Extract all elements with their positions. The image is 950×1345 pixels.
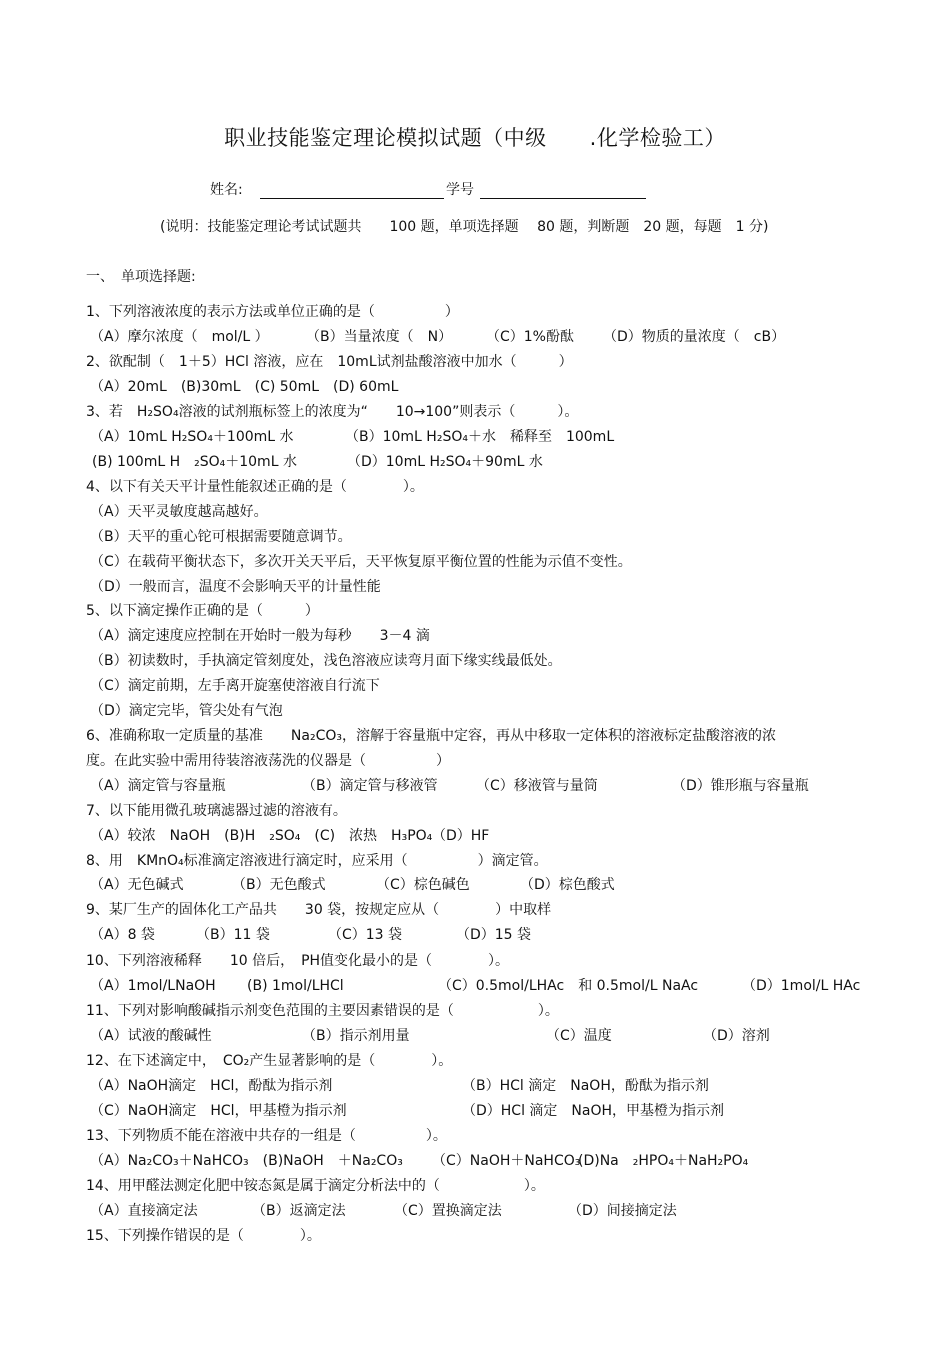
question-stem: 14、用甲醛法测定化肥中铵态氮是属于滴定分析法中的（ ）。 [86, 1178, 545, 1194]
option: （D）10mL H₂SO₄＋90mL 水 [347, 454, 543, 470]
option: （C）温度 [546, 1028, 612, 1044]
option: （D）滴定完毕，管尖处有气泡 [90, 703, 283, 719]
question-stem: 13、下列物质不能在溶液中共存的一组是（ ）。 [86, 1128, 447, 1144]
option: （A）20mL (B)30mL (C) 50mL (D) 60mL [90, 379, 399, 395]
instructions: (说明：技能鉴定理论考试试题共 100 题，单项选择题 80 题，判断题 20 题，每题 1 分) [160, 219, 769, 235]
student-id-label: 学号 [446, 182, 474, 198]
option: （D）HF [432, 828, 490, 844]
option: （D）间接摘定法 [568, 1203, 677, 1219]
option: （C）移液管与量筒 [476, 778, 598, 794]
name-blank [260, 198, 444, 199]
option: （C）滴定前期，左手离开旋塞使溶液自行流下 [90, 678, 380, 694]
option: （B）返滴定法 [252, 1203, 346, 1219]
option: （A）Na₂CO₃＋NaHCO₃ (B)NaOH ＋Na₂CO₃ [90, 1153, 403, 1169]
option: （A）8 袋 [90, 927, 155, 943]
option: （B）指示剂用量 [302, 1028, 410, 1044]
question-stem: 7、以下能用微孔玻璃滤器过滤的溶液有。 [86, 803, 347, 819]
question-stem: 2、欲配制（ 1＋5）HCl 溶液，应在 10mL试剂盐酸溶液中加水（ ） [86, 354, 573, 370]
question-stem: 15、下列操作错误的是（ ）。 [86, 1228, 321, 1244]
option: （C）棕色碱色 [376, 877, 470, 893]
section-heading: 一、 单项选择题: [86, 269, 196, 285]
question-stem: 3、若 H₂SO₄溶液的试剂瓶标签上的浓度为“ 10→100”则表示（ ）。 [86, 404, 579, 420]
question-stem: 6、准确称取一定质量的基准 Na₂CO₃，溶解于容量瓶中定容，再从中移取一定体积的溶液标定盐酸溶液的浓 [86, 728, 776, 744]
option: （B）天平的重心铊可根据需要随意调节。 [90, 529, 352, 545]
question-stem: 12、在下述滴定中， CO₂产生显著影响的是（ ）。 [86, 1053, 453, 1069]
option: （A）试液的酸碱性 [90, 1028, 212, 1044]
option: （A）天平灵敏度越高越好。 [90, 504, 268, 520]
option: (B) 1mol/LHCl [247, 978, 344, 994]
option: （B）HCl 滴定 NaOH，酚酞为指示剂 [462, 1078, 709, 1094]
option: （B）滴定管与移液管 [302, 778, 438, 794]
option: （C）置换滴定法 [394, 1203, 502, 1219]
option: （A）直接滴定法 [90, 1203, 198, 1219]
option: （D）1mol/L HAc [742, 978, 861, 994]
exam-title: 职业技能鉴定理论模拟试题（中级 .化学检验工） [224, 126, 726, 150]
question-stem: 11、下列对影响酸碱指示剂变色范围的主要因素错误的是（ ）。 [86, 1003, 559, 1019]
question-stem: 5、以下滴定操作正确的是（ ） [86, 603, 319, 619]
question-stem: 度。在此实验中需用待装溶液荡洗的仪器是（ ） [86, 753, 450, 769]
question-stem: 1、下列溶液浓度的表示方法或单位正确的是（ ） [86, 304, 459, 320]
student-id-blank [480, 198, 646, 199]
option: （A）NaOH滴定 HCl，酚酞为指示剂 [90, 1078, 333, 1094]
option: （C）在载荷平衡状态下，多次开关天平后，天平恢复原平衡位置的性能为示值不变性。 [90, 554, 632, 570]
option: （A）较浓 NaOH (B)H ₂SO₄ (C) 浓热 H₃PO₄ [90, 828, 433, 844]
option: （A）无色碱式 [90, 877, 184, 893]
option: （B）10mL H₂SO₄＋水 稀释至 100mL [345, 429, 615, 445]
option: （D）15 袋 [456, 927, 532, 943]
option: （C）NaOH＋NaHCO₃ [432, 1153, 581, 1169]
option: （B）11 袋 [196, 927, 270, 943]
option: （A）摩尔浓度（ mol/L ） [90, 329, 269, 345]
option: （D）一般而言，温度不会影响天平的计量性能 [90, 579, 381, 595]
option: （B）无色酸式 [232, 877, 326, 893]
option: （A）10mL H₂SO₄＋100mL 水 [90, 429, 294, 445]
option: （B）当量浓度（ N） [306, 329, 453, 345]
option: （D）锥形瓶与容量瓶 [672, 778, 809, 794]
question-stem: 8、用 KMnO₄标准滴定溶液进行滴定时，应采用（ ）滴定管。 [86, 853, 548, 869]
option: （C）1%酚酞 [486, 329, 574, 345]
option: （A）滴定速度应控制在开始时一般为每秒 3－4 滴 [90, 628, 430, 644]
option: （C）0.5mol/LHAc 和 0.5mol/L NaAc [438, 978, 699, 994]
option: （D）HCl 滴定 NaOH，甲基橙为指示剂 [462, 1103, 725, 1119]
option: （D）棕色酸式 [520, 877, 615, 893]
option: （C）13 袋 [328, 927, 403, 943]
option: （C）NaOH滴定 HCl，甲基橙为指示剂 [90, 1103, 347, 1119]
name-label: 姓名: [210, 182, 243, 198]
option: (B) 100mL H ₂SO₄＋10mL 水 [92, 454, 297, 470]
option: (D)Na ₂HPO₄＋NaH₂PO₄ [578, 1153, 749, 1169]
question-stem: 10、下列溶液稀释 10 倍后， PH值变化最小的是（ ）。 [86, 953, 510, 969]
option: （A）1mol/LNaOH [90, 978, 216, 994]
option: （D）物质的量浓度（ cB） [603, 329, 786, 345]
option: （D）溶剂 [703, 1028, 770, 1044]
question-stem: 4、以下有关天平计量性能叙述正确的是（ ）。 [86, 479, 424, 495]
question-stem: 9、某厂生产的固体化工产品共 30 袋，按规定应从（ ）中取样 [86, 902, 552, 918]
option: （A）滴定管与容量瓶 [90, 778, 226, 794]
option: （B）初读数时，手执滴定管刻度处，浅色溶液应读弯月面下缘实线最低处。 [90, 653, 562, 669]
